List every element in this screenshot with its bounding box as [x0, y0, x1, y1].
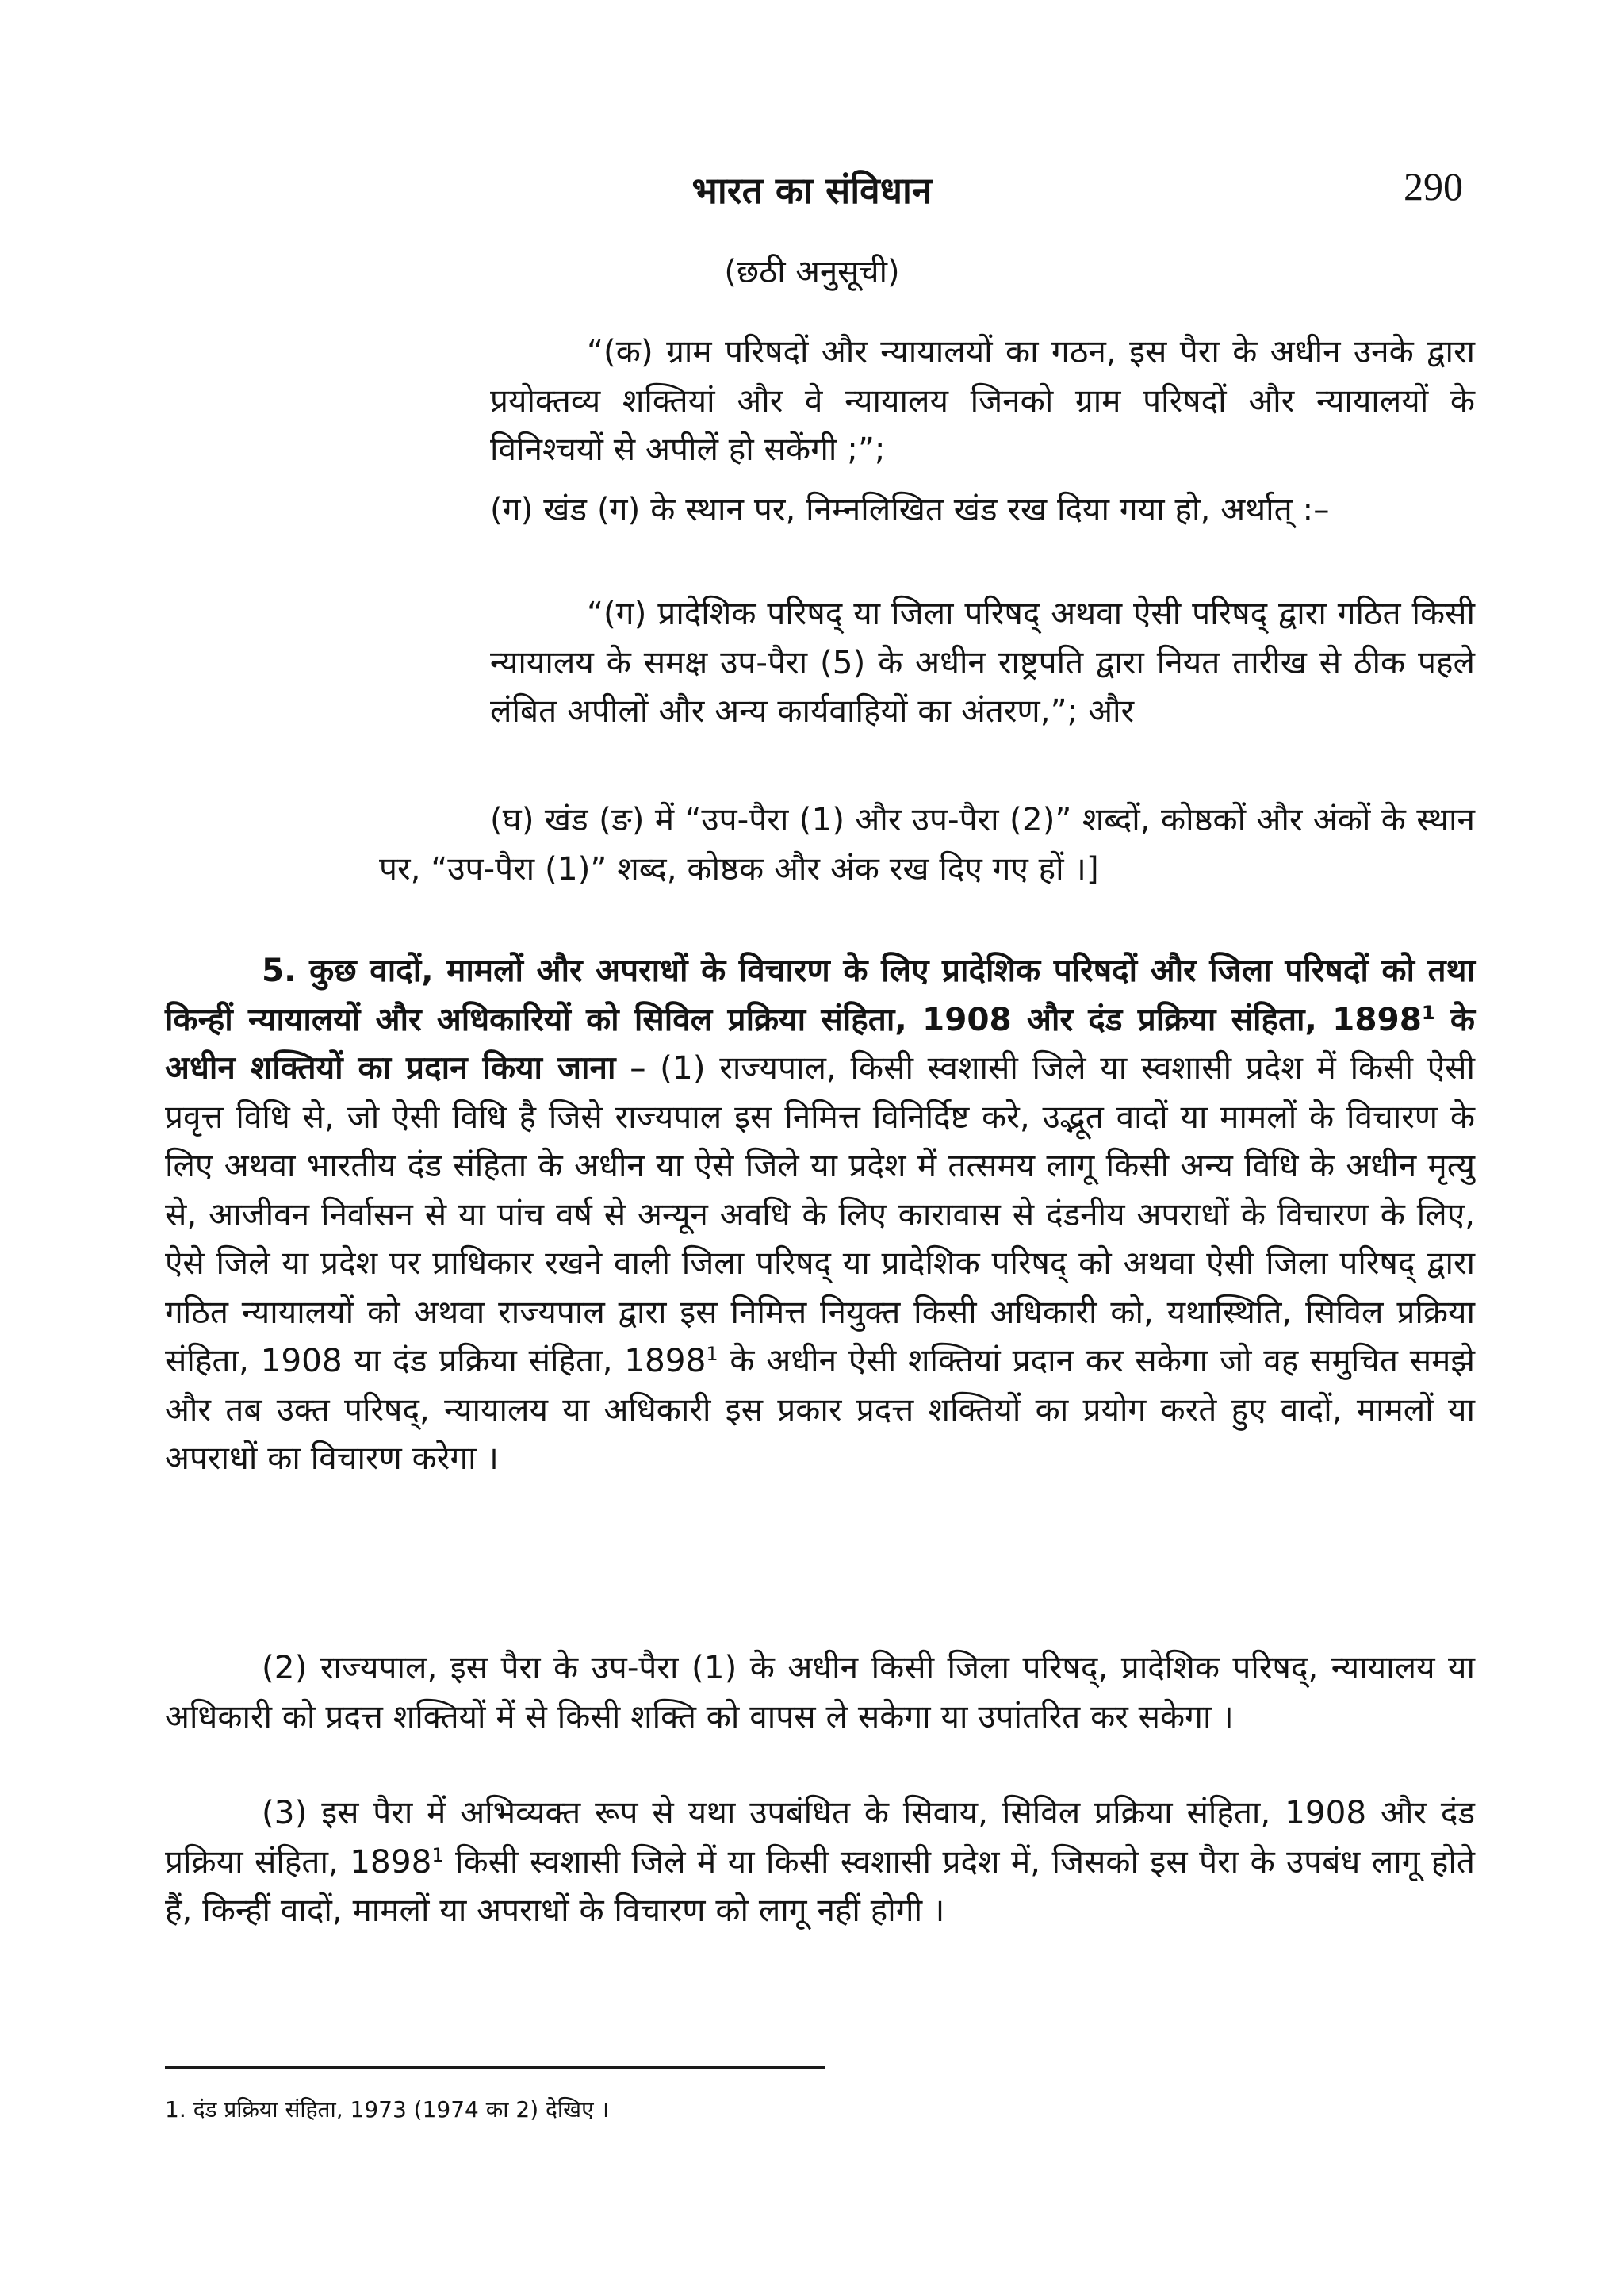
footnote-reference: 1 [431, 1843, 444, 1866]
section-5-sub3-text: (3) इस पैरा में अभिव्यक्त रूप से यथा उपबंधित के सिवाय, सिविल प्रक्रिया संहिता, 1908 और दंड प्रक्रिया संहिता, 1898 [165, 1793, 1475, 1881]
schedule-subtitle: (छठी अनुसूची) [724, 254, 900, 290]
footnote: 1. दंड प्रक्रिया संहिता, 1973 (1974 का 2) देखिए । [165, 2096, 610, 2123]
clause-ga-quote: “(ग) प्रादेशिक परिषद् या जिला परिषद् अथवा ऐसी परिषद् द्वारा गठित किसी न्यायालय के समक्ष उप-पैरा (5) के अधीन राष्ट्रपति द्वारा नियत तारीख से ठीक पहले लंबित अपीलों और अन्य कार्यवाहियों का अंतरण,”; और [490, 594, 1475, 730]
section-5-text-end: के अधीन ऐसी शक्तियां प्रदान कर सकेगा जो वह समुचित समझे और तब उक्त परिषद्, न्यायालय या अधिकारी इस प्रकार प्रदत्त शक्तियों का प्रयोग करते हुए वादों, मामलों या अपराधों का विचारण करेगा । [165, 1341, 1475, 1477]
clause-gha: (घ) खंड (ङ) में “उप-पैरा (1) और उप-पैरा (2)” शब्दों, कोष्ठकों और अंकों के स्थान पर, “उप-पैरा (1)” शब्द, कोष्ठक और अंक रख दिए गए हों ।] [379, 800, 1475, 888]
footnote-reference: 1 [706, 1343, 718, 1365]
page-title: भारत का संविधान [691, 169, 933, 212]
section-5-subparagraph-3 [165, 1789, 1475, 1935]
clause-k-quote: “(क) ग्राम परिषदों और न्यायालयों का गठन, इस पैरा के अधीन उनके द्वारा प्रयोक्तव्य शक्तियां और वे न्यायालय जिनको ग्राम परिषदों और न्यायालयों के विनिश्चयों से अपीलें हो सकेंगी ;”; [490, 332, 1475, 468]
clause-ga: (ग) खंड (ग) के स्थान पर, निम्नलिखित खंड रख दिया गया हो, अर्थात् :– [490, 490, 1330, 528]
footnote-reference: 1 [1421, 1001, 1435, 1024]
section-5-heading-text: 5. कुछ वादों, मामलों और अपराधों के विचारण के लिए प्रादेशिक परिषदों और जिला परिषदों को तथा किन्हीं न्यायालयों और अधिकारियों को सिविल प्रक्रिया संहिता, 1908 और दंड प्रक्रिया संहिता, 1898 [165, 951, 1475, 1038]
page-number: 290 [1404, 164, 1463, 209]
footnote-divider [165, 2066, 825, 2069]
section-5-paragraph-1 [165, 946, 1475, 1483]
section-5-heading-end: के अधीन शक्तियों का प्रदान किया जाना [165, 999, 1475, 1087]
section-5-subparagraph-2: (2) राज्यपाल, इस पैरा के उप-पैरा (1) के अधीन किसी जिला परिषद्, प्रादेशिक परिषद्, न्यायालय या अधिकारी को प्रदत्त शक्तियों में से किसी शक्ति को वापस ले सकेगा या उपांतरित कर सकेगा । [165, 1648, 1475, 1735]
section-5-text: – (1) राज्यपाल, किसी स्वशासी जिले या स्वशासी प्रदेश में किसी ऐसी प्रवृत्त विधि से, जो ऐसी विधि है जिसे राज्यपाल इस निमित्त विनिर्दिष्ट करे, उद्भूत वादों या मामलों के विचारण के लिए अथवा भारतीय दंड संहिता के अधीन या ऐसे जिले या प्रदेश में तत्समय लागू किसी अन्य विधि के अधीन मृत्यु से, आजीवन निर्वासन से या पांच वर्ष से अन्यून अवधि के लिए कारावास से दंडनीय अपराधों के विचारण के लिए, ऐसे जिले या प्रदेश पर प्राधिकार रखने वाली जिला परिषद् या प्रादेशिक परिषद् को अथवा ऐसी जिला परिषद् द्वारा गठित न्यायालयों को अथवा राज्यपाल द्वारा इस निमित्त नियुक्त किसी अधिकारी को, यथास्थिति, सिविल प्रक्रिया संहिता, 1908 या दंड प्रक्रिया संहिता, 1898 [165, 1049, 1475, 1379]
section-5-sub3-text-end: किसी स्वशासी जिले में या किसी स्वशासी प्रदेश में, जिसको इस पैरा के उपबंध लागू होते हैं, किन्हीं वादों, मामलों या अपराधों के विचारण को लागू नहीं होगी । [165, 1842, 1475, 1929]
